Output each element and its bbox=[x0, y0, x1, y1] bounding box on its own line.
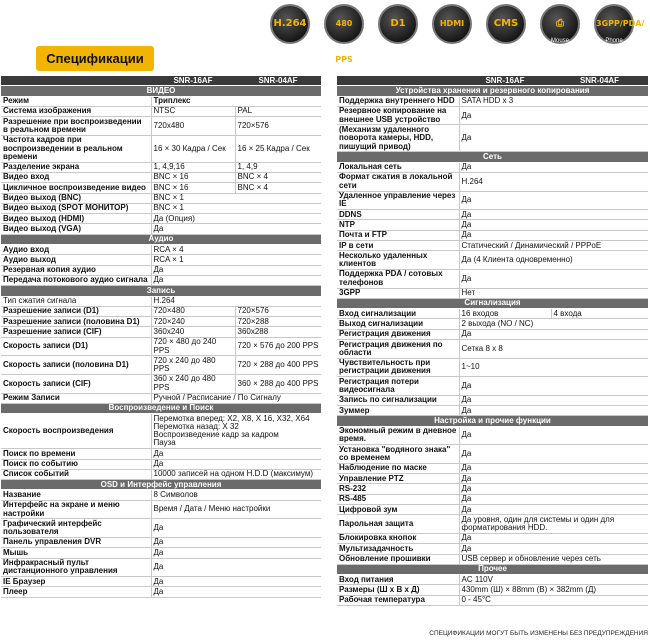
spec-value: H.264 bbox=[459, 172, 648, 191]
spec-value: Да (Опция) bbox=[151, 214, 321, 224]
row-наблюдение-по-маске bbox=[337, 463, 648, 473]
feature-badges bbox=[266, 4, 650, 64]
row-поиск-по-времени bbox=[1, 449, 321, 459]
spec-label: Разрешение записи (половина D1) bbox=[1, 317, 151, 327]
row-скорость-воспроизведения bbox=[1, 414, 321, 449]
spec-label: Разрешение при воспроизведении в реальном времени bbox=[1, 117, 151, 136]
spec-value: Да bbox=[459, 191, 648, 210]
row-аудио-вход bbox=[1, 245, 321, 255]
section-header bbox=[1, 234, 321, 244]
spec-label: Регистрация потери видеосигнала bbox=[337, 377, 459, 396]
spec-value: Да bbox=[151, 265, 321, 275]
spec-label: Скорость записи (половина D1) bbox=[1, 356, 151, 375]
page-title: Спецификации bbox=[36, 46, 154, 71]
spec-value: Да bbox=[151, 224, 321, 234]
spec-value: 360 × 288 до 400 PPS bbox=[235, 374, 321, 393]
spec-value: NTSC bbox=[151, 106, 235, 116]
row-режим bbox=[1, 96, 321, 106]
spec-value: 360x288 bbox=[235, 327, 321, 337]
spec-value: 430mm (Ш) × 88mm (В) × 382mm (Д) bbox=[459, 585, 648, 595]
spec-value: 16 × 30 Кадра / Сек bbox=[151, 135, 235, 162]
section-title: ВИДЕО bbox=[1, 86, 321, 96]
row-экономный-режим-в-дневное-время bbox=[337, 426, 648, 445]
row-резервное-копирование-на-внешнее-usb-уст bbox=[337, 106, 648, 125]
row-видео-выход-bnc bbox=[1, 193, 321, 203]
spec-value: 720 × 480 до 240 PPS bbox=[151, 337, 235, 356]
spec-value: BNC × 16 bbox=[151, 172, 235, 182]
spec-value: SATA HDD x 3 bbox=[459, 96, 648, 106]
spec-label: IP в сети bbox=[337, 241, 459, 251]
model-name: SNR-04AF bbox=[235, 76, 321, 86]
row-ie-браузер bbox=[1, 577, 321, 587]
spec-value: Сетка 8 x 8 bbox=[459, 340, 648, 359]
spec-label: Вход сигнализации bbox=[337, 309, 459, 319]
row-ip-в-сети bbox=[337, 241, 648, 251]
spec-label: Мышь bbox=[1, 548, 151, 558]
section-header bbox=[337, 152, 648, 162]
spec-label: Режим Записи bbox=[1, 393, 151, 403]
spec-label: Видео выход (VGA) bbox=[1, 224, 151, 234]
row-разрешение-записи-cif bbox=[1, 327, 321, 337]
phone-badge-icon: 3GPP/PDA/ Phone bbox=[594, 4, 634, 44]
spec-value: Да bbox=[151, 587, 321, 597]
row-скорость-записи-cif bbox=[1, 374, 321, 393]
row-мультизадачность bbox=[337, 544, 648, 554]
spec-label: Резервное копирование на внешнее USB устройство bbox=[337, 106, 459, 125]
spec-label: Передача потокового аудио сигнала bbox=[1, 275, 151, 285]
spec-value: Да bbox=[459, 210, 648, 220]
spec-table-left bbox=[1, 76, 321, 598]
row-тип-сжатия-сигнала bbox=[1, 296, 321, 306]
spec-label: Обновление прошивки bbox=[337, 554, 459, 564]
row-3gpp bbox=[337, 288, 648, 298]
spec-value: Да bbox=[151, 537, 321, 547]
spec-value: Да bbox=[151, 459, 321, 469]
row-регистрация-движения bbox=[337, 329, 648, 339]
spec-label: RS-485 bbox=[337, 494, 459, 504]
row-локальная-сеть bbox=[337, 162, 648, 172]
spec-value: Да bbox=[151, 519, 321, 538]
spec-label: Плеер bbox=[1, 587, 151, 597]
row-панель-управления-dvr bbox=[1, 537, 321, 547]
mouse-badge-icon: ⎙ Mouse bbox=[540, 4, 580, 44]
row-несколько-удаленных-клиентов bbox=[337, 251, 648, 270]
spec-label: 3GPP bbox=[337, 288, 459, 298]
spec-value: BNC × 4 bbox=[235, 183, 321, 193]
spec-value: Ручной / Расписание / По Сигналу bbox=[151, 393, 321, 403]
section-title: Устройства хранения и резервного копирования bbox=[337, 86, 648, 96]
spec-value: H.264 bbox=[151, 296, 321, 306]
spec-value: BNC × 1 bbox=[151, 193, 321, 203]
row-поддержка-внутреннего-hdd bbox=[337, 96, 648, 106]
row-передача-потокового-аудио-сигнала bbox=[1, 275, 321, 285]
spec-value: 720×480 bbox=[151, 306, 235, 316]
row-формат-сжатия-в-локальной-сети bbox=[337, 172, 648, 191]
row-вход-питания bbox=[337, 575, 648, 585]
spec-value: Да bbox=[459, 125, 648, 152]
section-header bbox=[1, 403, 321, 413]
spec-label: Рабочая температура bbox=[337, 595, 459, 605]
row-поддержка-pda-сотовых-телефонов bbox=[337, 269, 648, 288]
section-header bbox=[337, 86, 648, 96]
spec-label: Зуммер bbox=[337, 406, 459, 416]
spec-label: Система изображения bbox=[1, 106, 151, 116]
section-title: Запись bbox=[1, 286, 321, 296]
spec-label: Несколько удаленных клиентов bbox=[337, 251, 459, 270]
spec-value: Да bbox=[459, 269, 648, 288]
spec-value: Да bbox=[459, 220, 648, 230]
row-разрешение-при-воспроизведении-в-реально bbox=[1, 117, 321, 136]
spec-label: IE Браузер bbox=[1, 577, 151, 587]
spec-value: 16 × 25 Кадра / Сек bbox=[235, 135, 321, 162]
spec-value: Перемотка вперед: X2, X8, X 16, X32, X64 Перемотка назад: X 32 Воспроизведение кадр за кадром Пауза bbox=[151, 414, 321, 449]
row-установка-водяного-знака-со-временем bbox=[337, 445, 648, 464]
row-видео-вход bbox=[1, 172, 321, 182]
row-разрешение-записи-половина-d1 bbox=[1, 317, 321, 327]
spec-label: Мультизадачность bbox=[337, 544, 459, 554]
spec-label: Разрешение записи (D1) bbox=[1, 306, 151, 316]
spec-value: 720 × 288 до 400 PPS bbox=[235, 356, 321, 375]
section-title: Сигнализация bbox=[337, 298, 648, 308]
spec-label: Видео выход (HDMI) bbox=[1, 214, 151, 224]
spec-label: Размеры (Ш x В x Д) bbox=[337, 585, 459, 595]
spec-value: Да bbox=[459, 463, 648, 473]
spec-label: Экономный режим в дневное время. bbox=[337, 426, 459, 445]
model-header bbox=[1, 76, 321, 86]
spec-value: 1, 4,9,16 bbox=[151, 162, 235, 172]
spec-value: RCA × 1 bbox=[151, 255, 321, 265]
row-выход-сигнализации bbox=[337, 319, 648, 329]
section-header bbox=[1, 286, 321, 296]
spec-label: RS-232 bbox=[337, 484, 459, 494]
spec-label: Название bbox=[1, 490, 151, 500]
section-title: Настройка и прочие функции bbox=[337, 416, 648, 426]
model-name: SNR-04AF bbox=[551, 76, 648, 86]
row-название bbox=[1, 490, 321, 500]
spec-label: Разделение экрана bbox=[1, 162, 151, 172]
row-чувствительность-при-регистрации-движени bbox=[337, 358, 648, 377]
spec-label: DDNS bbox=[337, 210, 459, 220]
spec-value: Да bbox=[151, 558, 321, 577]
spec-value: Да bbox=[459, 230, 648, 240]
row-скорость-записи-d1 bbox=[1, 337, 321, 356]
spec-label: Регистрация движения по области bbox=[337, 340, 459, 359]
spec-label: Видео вход bbox=[1, 172, 151, 182]
row-цикличное-воспроизведение-видео bbox=[1, 183, 321, 193]
spec-label: Установка "водяного знака" со временем bbox=[337, 445, 459, 464]
spec-value: Да bbox=[459, 505, 648, 515]
spec-value: Да bbox=[459, 395, 648, 405]
spec-label: Блокировка кнопок bbox=[337, 533, 459, 543]
spec-value: 10000 записей на одном H.D.D (максимум) bbox=[151, 469, 321, 479]
spec-value: USB сервер и обновление через сеть bbox=[459, 554, 648, 564]
cms-badge-icon: CMS bbox=[486, 4, 526, 44]
spec-value: Да bbox=[459, 533, 648, 543]
spec-value: BNC × 4 bbox=[235, 172, 321, 182]
row-цифровой-зум bbox=[337, 505, 648, 515]
spec-label: Видео выход (BNC) bbox=[1, 193, 151, 203]
spec-label: NTP bbox=[337, 220, 459, 230]
row-регистрация-потери-видеосигнала bbox=[337, 377, 648, 396]
section-title: Аудио bbox=[1, 234, 321, 244]
row-видео-выход-vga bbox=[1, 224, 321, 234]
spec-value: Триплекс bbox=[151, 96, 321, 106]
spec-value: Да bbox=[459, 162, 648, 172]
spec-value: 720×576 bbox=[235, 306, 321, 316]
model-header bbox=[337, 76, 648, 86]
row-зуммер bbox=[337, 406, 648, 416]
spec-value: 720 x 240 до 480 PPS bbox=[151, 356, 235, 375]
spec-value: Нет bbox=[459, 288, 648, 298]
spec-label: Наблюдение по маске bbox=[337, 463, 459, 473]
row-обновление-прошивки bbox=[337, 554, 648, 564]
row-система-изображения bbox=[1, 106, 321, 116]
spec-label: Цикличное воспроизведение видео bbox=[1, 183, 151, 193]
spec-value: Да bbox=[459, 445, 648, 464]
model-name: SNR-16AF bbox=[151, 76, 235, 86]
spec-value: 16 входов bbox=[459, 309, 551, 319]
section-header bbox=[337, 298, 648, 308]
hdmi-badge-icon: HDMI bbox=[432, 4, 472, 44]
spec-value: Да bbox=[151, 275, 321, 285]
spec-label: (Механизм удаленного поворота камеры, HDD, пишущий привод) bbox=[337, 125, 459, 152]
spec-label: Поиск по времени bbox=[1, 449, 151, 459]
spec-label: Поддержка внутреннего HDD bbox=[337, 96, 459, 106]
spec-label: Поиск по событию bbox=[1, 459, 151, 469]
spec-value: Да bbox=[459, 426, 648, 445]
spec-value: BNC × 1 bbox=[151, 203, 321, 213]
row-размеры-ш-x-в-x-д bbox=[337, 585, 648, 595]
section-title: Прочее bbox=[337, 564, 648, 574]
row-скорость-записи-половина-d1 bbox=[1, 356, 321, 375]
spec-label: Почта и FTP bbox=[337, 230, 459, 240]
row-запись-по-сигнализации bbox=[337, 395, 648, 405]
row-rs-485 bbox=[337, 494, 648, 504]
spec-label: Резервная копия аудио bbox=[1, 265, 151, 275]
spec-label: Разрешение записи (CIF) bbox=[1, 327, 151, 337]
section-title: Сеть bbox=[337, 152, 648, 162]
spec-value: 1, 4,9 bbox=[235, 162, 321, 172]
row-поиск-по-событию bbox=[1, 459, 321, 469]
spec-label: Тип сжатия сигнала bbox=[1, 296, 151, 306]
spec-label: Скорость воспроизведения bbox=[1, 414, 151, 449]
spec-label: Список событий bbox=[1, 469, 151, 479]
spec-label: Частота кадров при воспроизведении в реальном времени bbox=[1, 135, 151, 162]
spec-value: Да bbox=[459, 329, 648, 339]
spec-label: Видео выход (SPOT МОНИТОР) bbox=[1, 203, 151, 213]
model-name: SNR-16AF bbox=[459, 76, 551, 86]
spec-label: Графический интерфейс пользователя bbox=[1, 519, 151, 538]
spec-label: Интерфейс на экране и меню настройки bbox=[1, 500, 151, 519]
row-управление-ptz bbox=[337, 474, 648, 484]
spec-label: Панель управления DVR bbox=[1, 537, 151, 547]
spec-label: Управление PTZ bbox=[337, 474, 459, 484]
spec-label: Формат сжатия в локальной сети bbox=[337, 172, 459, 191]
spec-value: Статический / Динамический / PPPoE bbox=[459, 241, 648, 251]
spec-label: Запись по сигнализации bbox=[337, 395, 459, 405]
spec-label: Инфракрасный пульт дистанционного управления bbox=[1, 558, 151, 577]
spec-value: Да bbox=[151, 449, 321, 459]
spec-value: 720×240 bbox=[151, 317, 235, 327]
section-header bbox=[1, 86, 321, 96]
spec-value: Да bbox=[459, 484, 648, 494]
spec-value: 720×576 bbox=[235, 117, 321, 136]
row-резервная-копия-аудио bbox=[1, 265, 321, 275]
section-header bbox=[337, 416, 648, 426]
row-плеер bbox=[1, 587, 321, 597]
row-разделение-экрана bbox=[1, 162, 321, 172]
spec-label: Аудио выход bbox=[1, 255, 151, 265]
spec-value: Время / Дата / Меню настройки bbox=[151, 500, 321, 519]
spec-value: 720×288 bbox=[235, 317, 321, 327]
top-banner bbox=[0, 0, 650, 70]
d1-badge-icon: D1 bbox=[378, 4, 418, 44]
spec-label: Парольная защита bbox=[337, 515, 459, 534]
disclaimer: СПЕЦИФИКАЦИИ МОГУТ БЫТЬ ИЗМЕНЕНЫ БЕЗ ПРЕДУПРЕЖДЕНИЯ bbox=[429, 630, 648, 637]
spec-value: 4 входа bbox=[551, 309, 648, 319]
spec-value: Да bbox=[151, 548, 321, 558]
section-title: Воспроизведение и Поиск bbox=[1, 403, 321, 413]
section-title: OSD и Интерфейс управления bbox=[1, 480, 321, 490]
row-список-событий bbox=[1, 469, 321, 479]
section-header bbox=[1, 480, 321, 490]
spec-label: Чувствительность при регистрации движения bbox=[337, 358, 459, 377]
spec-value: 0 - 45°C bbox=[459, 595, 648, 605]
spec-label: Аудио вход bbox=[1, 245, 151, 255]
spec-label: Выход сигнализации bbox=[337, 319, 459, 329]
480pps-badge-icon: 480 PPS bbox=[324, 4, 364, 44]
spec-value: Да bbox=[151, 577, 321, 587]
spec-table-right bbox=[337, 76, 648, 606]
row-интерфейс-на-экране-и-меню-настройки bbox=[1, 500, 321, 519]
row-аудио-выход bbox=[1, 255, 321, 265]
spec-label: Регистрация движения bbox=[337, 329, 459, 339]
row-частота-кадров-при-воспроизведении-в-реа bbox=[1, 135, 321, 162]
row-почта-и-ftp bbox=[337, 230, 648, 240]
row-парольная-защита bbox=[337, 515, 648, 534]
spec-value: Да уровня, один для системы и один для форматирования HDD. bbox=[459, 515, 648, 534]
spec-label: Скорость записи (CIF) bbox=[1, 374, 151, 393]
spec-value: 1~10 bbox=[459, 358, 648, 377]
row-регистрация-движения-по-области bbox=[337, 340, 648, 359]
spec-value: 2 выхода (NO / NC) bbox=[459, 319, 648, 329]
spec-value: 8 Символов bbox=[151, 490, 321, 500]
row-режим-записи bbox=[1, 393, 321, 403]
row-ddns bbox=[337, 210, 648, 220]
spec-value: Да bbox=[459, 106, 648, 125]
row-механизм-удаленного-поворота-камеры-hdd- bbox=[337, 125, 648, 152]
spec-value: 360 x 240 до 480 PPS bbox=[151, 374, 235, 393]
row-удаленное-управление-через-ie bbox=[337, 191, 648, 210]
spec-value: 720x480 bbox=[151, 117, 235, 136]
spec-value: Да bbox=[459, 474, 648, 484]
section-header bbox=[337, 564, 648, 574]
spec-value: RCA × 4 bbox=[151, 245, 321, 255]
spec-value: 720 × 576 до 200 PPS bbox=[235, 337, 321, 356]
spec-value: Да bbox=[459, 544, 648, 554]
spec-value: 360x240 bbox=[151, 327, 235, 337]
spec-value: BNC × 16 bbox=[151, 183, 235, 193]
spec-label: Удаленное управление через IE bbox=[337, 191, 459, 210]
spec-label: Режим bbox=[1, 96, 151, 106]
row-rs-232 bbox=[337, 484, 648, 494]
spec-label: Скорость записи (D1) bbox=[1, 337, 151, 356]
row-ntp bbox=[337, 220, 648, 230]
spec-value: PAL bbox=[235, 106, 321, 116]
spec-label: Локальная сеть bbox=[337, 162, 459, 172]
row-вход-сигнализации bbox=[337, 309, 648, 319]
row-видео-выход-hdmi bbox=[1, 214, 321, 224]
row-разрешение-записи-d1 bbox=[1, 306, 321, 316]
spec-label: Поддержка PDA / сотовых телефонов bbox=[337, 269, 459, 288]
h264-badge-icon: H.264 bbox=[270, 4, 310, 44]
spec-label: Вход питания bbox=[337, 575, 459, 585]
spec-value: Да bbox=[459, 494, 648, 504]
spec-value: Да bbox=[459, 377, 648, 396]
row-видео-выход-spot-монитор bbox=[1, 203, 321, 213]
spec-value: AC 110V bbox=[459, 575, 648, 585]
row-рабочая-температура bbox=[337, 595, 648, 605]
row-мышь bbox=[1, 548, 321, 558]
spec-value: Да (4 Клиента одновременно) bbox=[459, 251, 648, 270]
row-блокировка-кнопок bbox=[337, 533, 648, 543]
row-графический-интерфейс-пользователя bbox=[1, 519, 321, 538]
row-инфракрасный-пульт-дистанционного-управл bbox=[1, 558, 321, 577]
spec-value: Да bbox=[459, 406, 648, 416]
spec-label: Цифровой зум bbox=[337, 505, 459, 515]
